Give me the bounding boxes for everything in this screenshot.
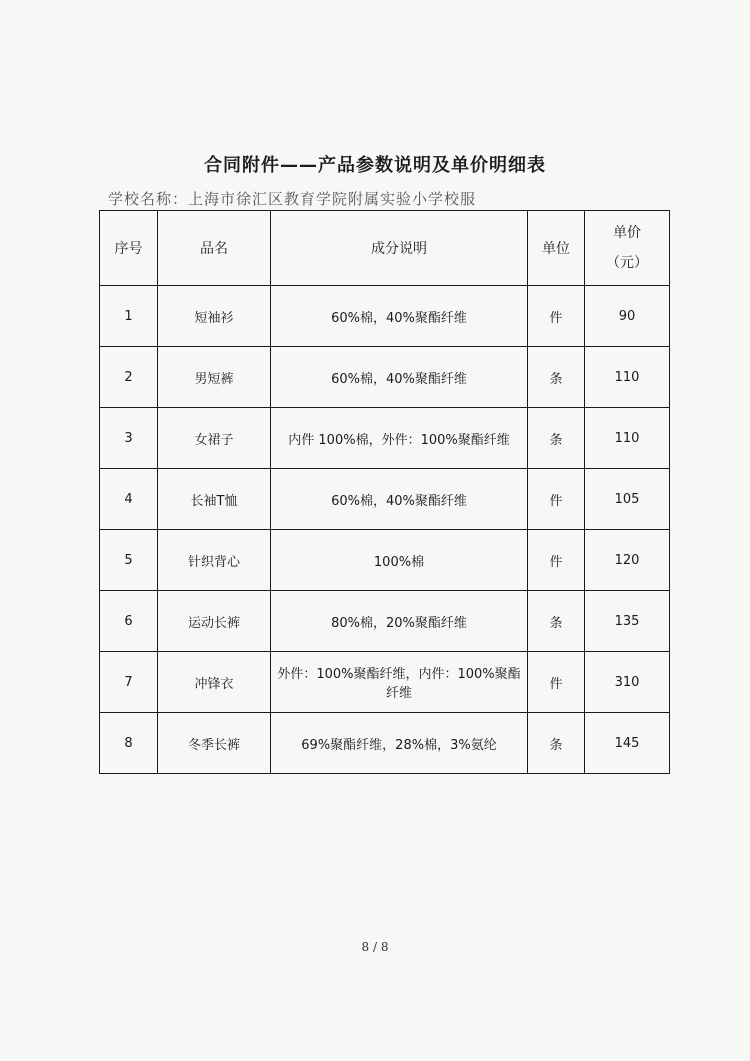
cell-no: 7 (100, 652, 158, 713)
cell-name: 针织背心 (158, 530, 271, 591)
cell-composition: 60%棉，40%聚酯纤维 (271, 347, 528, 408)
cell-price: 90 (585, 286, 670, 347)
cell-name: 长袖T恤 (158, 469, 271, 530)
cell-no: 4 (100, 469, 158, 530)
table-row (100, 347, 670, 408)
cell-no: 8 (100, 713, 158, 774)
cell-no: 6 (100, 591, 158, 652)
cell-composition: 内件 100%棉，外件：100%聚酯纤维 (271, 408, 528, 469)
header-price (585, 211, 670, 286)
cell-composition: 69%聚酯纤维，28%棉，3%氨纶 (271, 713, 528, 774)
cell-no: 3 (100, 408, 158, 469)
cell-name: 男短裤 (158, 347, 271, 408)
cell-unit: 条 (528, 347, 585, 408)
header-composition: 成分说明 (271, 211, 528, 286)
table-row (100, 408, 670, 469)
table-row (100, 530, 670, 591)
cell-name: 冲锋衣 (158, 652, 271, 713)
header-price-unit: （元） (606, 255, 648, 271)
cell-unit: 件 (528, 286, 585, 347)
table-row (100, 591, 670, 652)
cell-unit: 件 (528, 652, 585, 713)
table-row (100, 469, 670, 530)
cell-unit: 件 (528, 469, 585, 530)
cell-composition: 60%棉，40%聚酯纤维 (271, 469, 528, 530)
document-title: 合同附件——产品参数说明及单价明细表 (204, 155, 546, 176)
cell-no: 2 (100, 347, 158, 408)
cell-name: 短袖衫 (158, 286, 271, 347)
cell-composition: 80%棉，20%聚酯纤维 (271, 591, 528, 652)
table-header-row (100, 211, 670, 286)
school-name-line: 学校名称：上海市徐汇区教育学院附属实验小学校服 (108, 190, 477, 208)
cell-price: 110 (585, 408, 670, 469)
cell-price: 110 (585, 347, 670, 408)
cell-unit: 件 (528, 530, 585, 591)
cell-unit: 条 (528, 591, 585, 652)
cell-composition: 60%棉，40%聚酯纤维 (271, 286, 528, 347)
cell-price: 120 (585, 530, 670, 591)
header-no: 序号 (100, 211, 158, 286)
page-number: 8 / 8 (361, 940, 389, 954)
cell-price: 135 (585, 591, 670, 652)
cell-name: 女裙子 (158, 408, 271, 469)
cell-composition: 外件：100%聚酯纤维，内件：100%聚酯纤维 (271, 652, 528, 713)
cell-composition: 100%棉 (271, 530, 528, 591)
cell-name: 运动长裤 (158, 591, 271, 652)
cell-no: 5 (100, 530, 158, 591)
table-row (100, 652, 670, 713)
header-price-label: 单价 (613, 225, 641, 241)
cell-name: 冬季长裤 (158, 713, 271, 774)
header-unit: 单位 (528, 211, 585, 286)
cell-unit: 条 (528, 408, 585, 469)
product-parameter-table (99, 210, 670, 774)
cell-price: 145 (585, 713, 670, 774)
table-row (100, 286, 670, 347)
header-name: 品名 (158, 211, 271, 286)
cell-price: 310 (585, 652, 670, 713)
cell-unit: 条 (528, 713, 585, 774)
cell-price: 105 (585, 469, 670, 530)
table-row (100, 713, 670, 774)
cell-no: 1 (100, 286, 158, 347)
